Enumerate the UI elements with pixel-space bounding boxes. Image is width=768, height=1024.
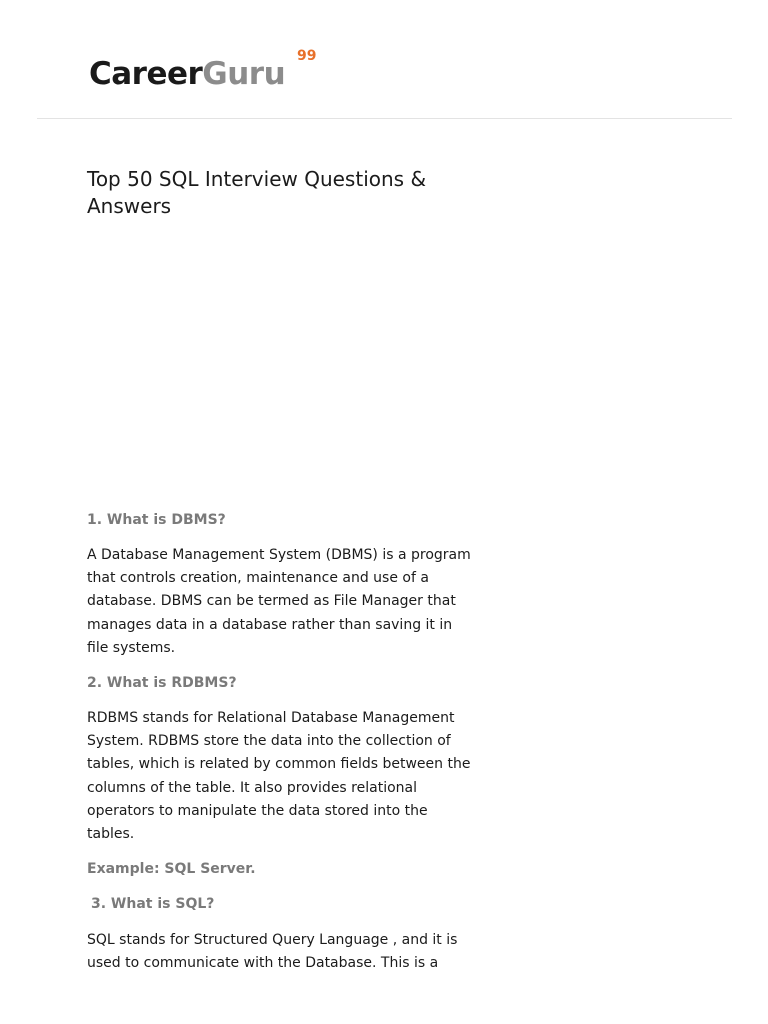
logo-career-text: Career [89,56,203,92]
question-heading: 3. What is SQL? [91,896,215,913]
page-header [0,0,768,118]
answer-paragraph: SQL stands for Structured Query Language , and it is used to communicate with the Database. This is a [87,932,458,972]
header-divider [37,118,732,119]
logo-superscript: 99 [297,48,317,64]
document-title: Top 50 SQL Interview Questions & Answers [87,167,427,218]
question-heading: 1. What is DBMS? [87,512,226,528]
logo-guru-text: Guru [202,56,286,92]
answer-paragraph: A Database Management System (DBMS) is a program that controls creation, maintenance and use of a database. DBMS can be termed as File Manager that manages data in a database rather than saving it in file systems. [87,547,471,656]
question-heading: 2. What is RDBMS? [87,675,237,692]
example-note: Example: SQL Server. [87,861,256,878]
answer-paragraph: RDBMS stands for Relational Database Management System. RDBMS store the data into the collection of tables, which is related by common fields between the columns of the table. It also provides relational operators to manipulate the data stored into the tables. [87,710,471,843]
document-body [87,509,473,976]
careerguru-logo[interactable] [89,48,317,96]
